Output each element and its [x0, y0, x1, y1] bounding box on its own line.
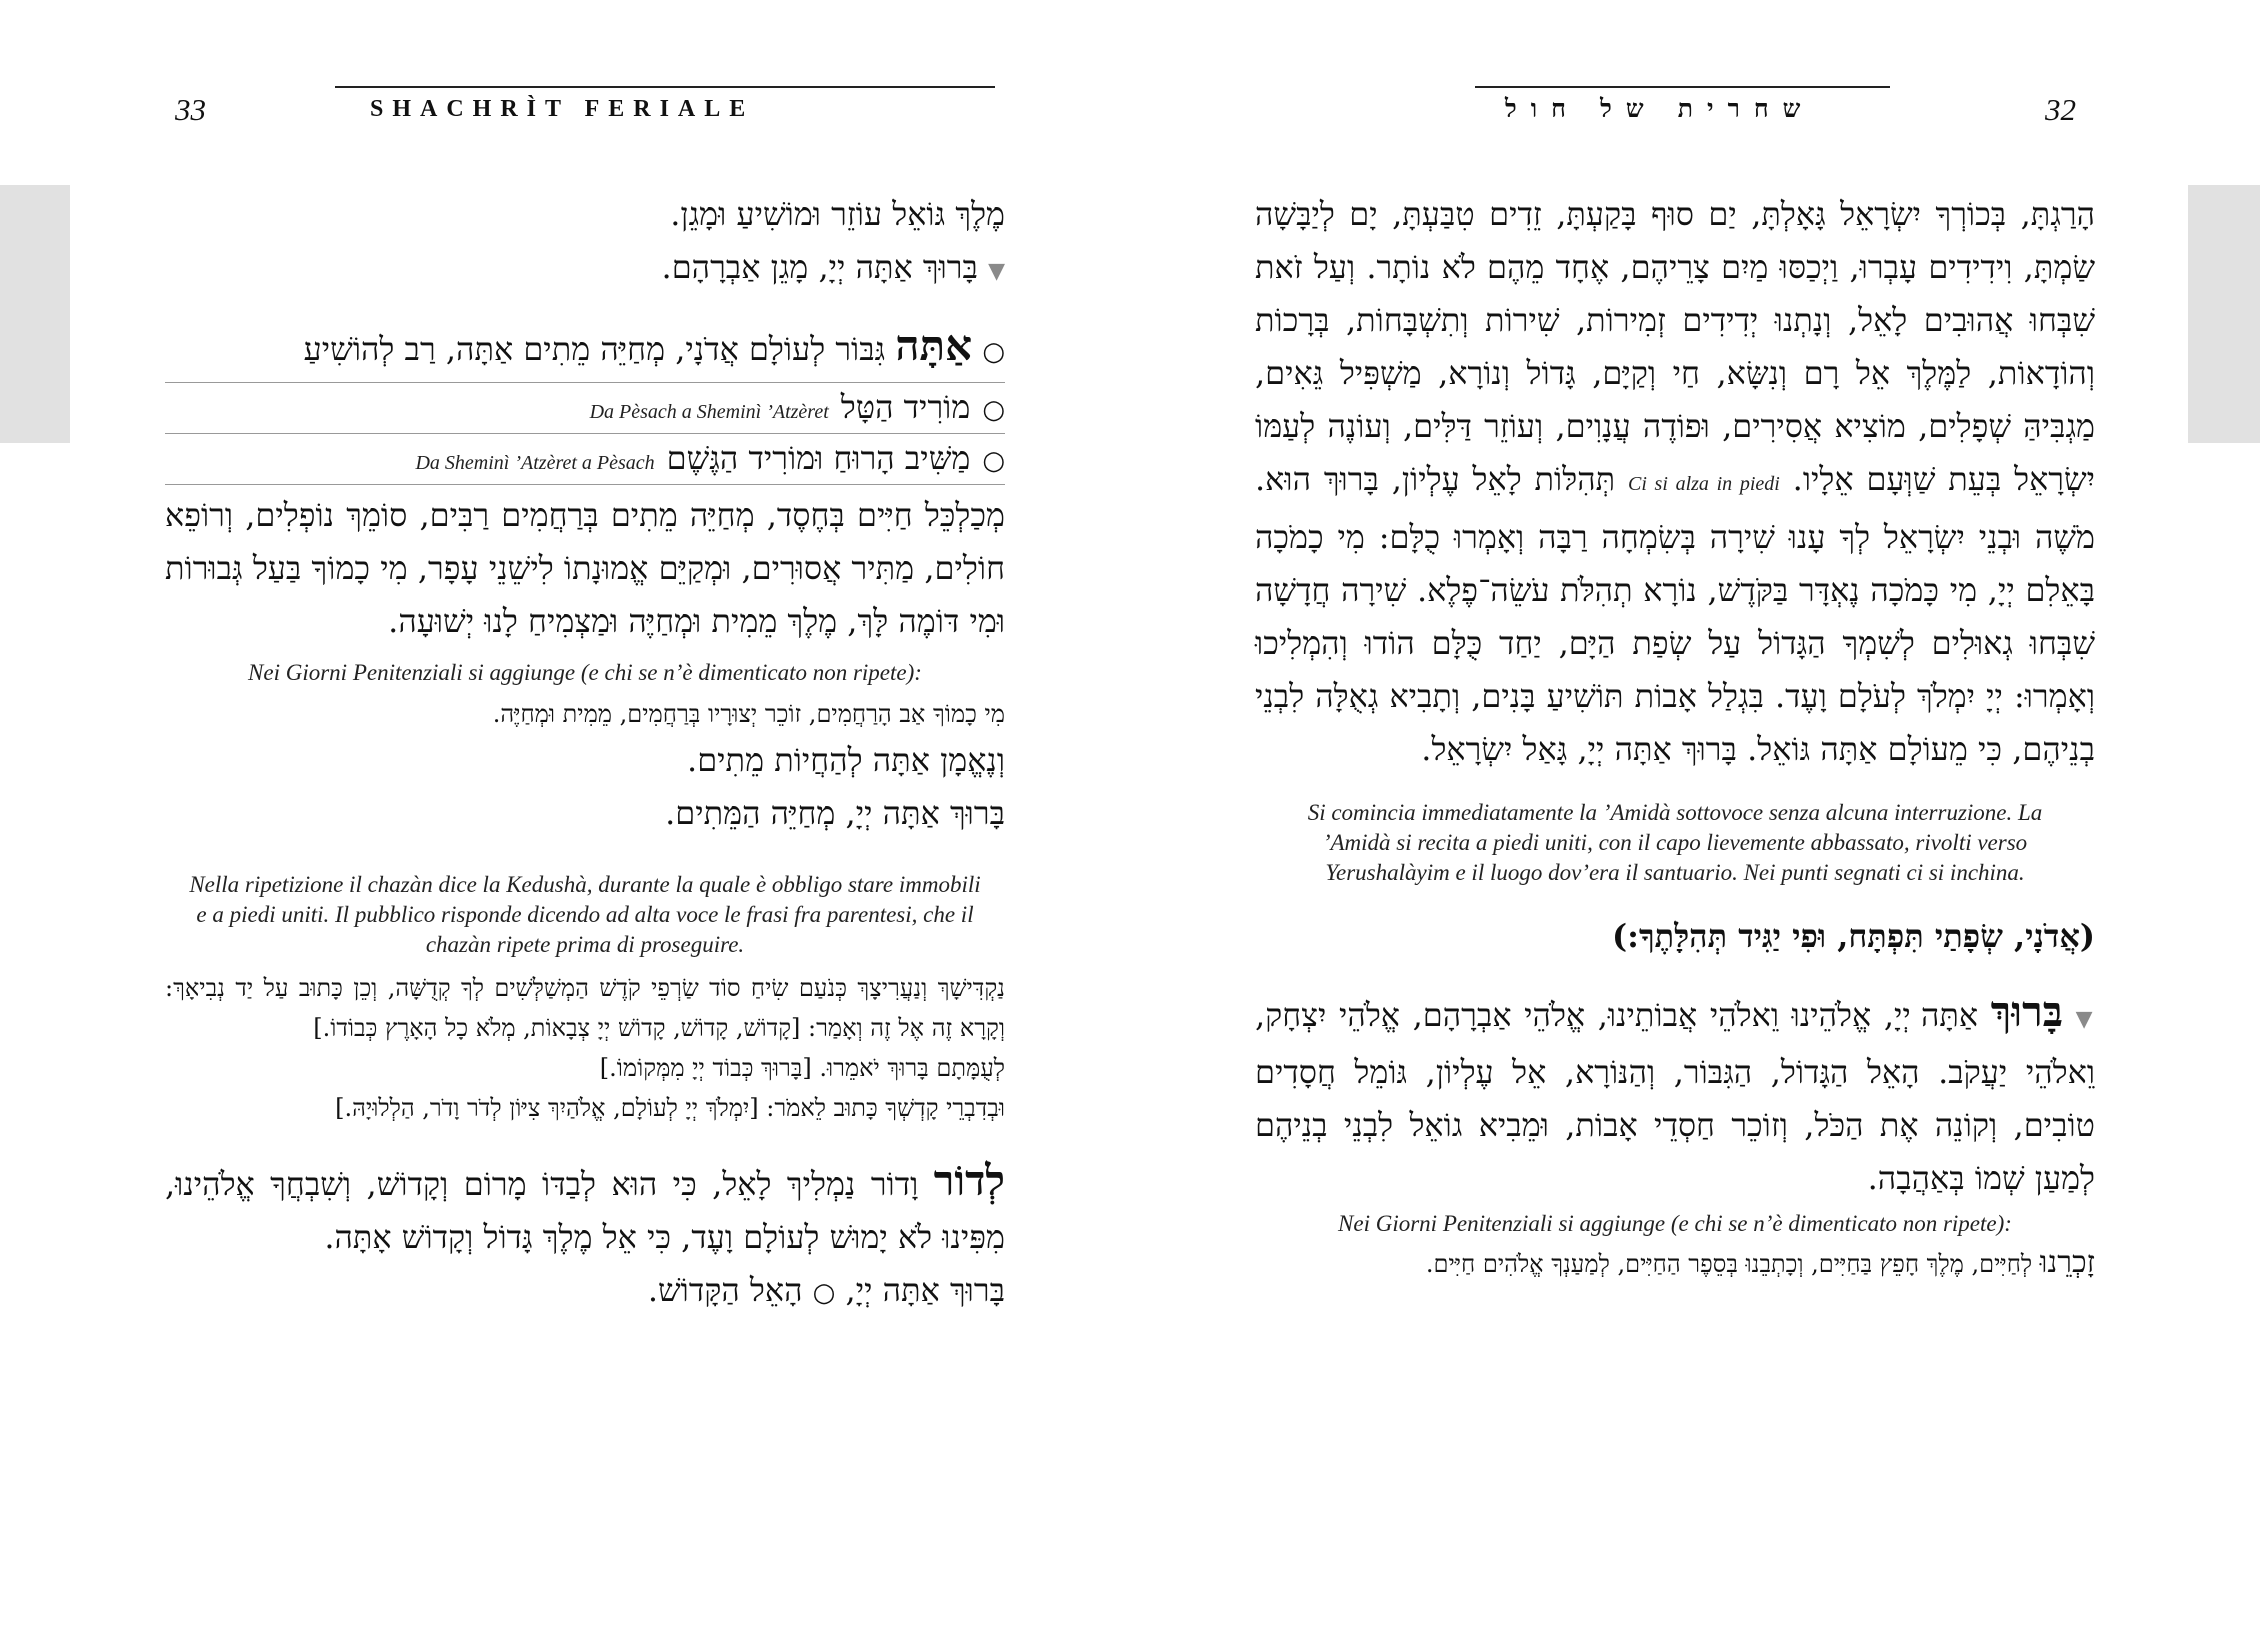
left-page — [165, 0, 1005, 1625]
initial-word: בָּרוּךְ — [1990, 987, 2063, 1036]
page-number: 33 — [175, 92, 206, 127]
circle-marker-icon: ○ — [982, 446, 1005, 476]
instruction-note: Nei Giorni Penitenziali si aggiunge (e chi se n’è dimenticato non ripete): — [248, 660, 922, 685]
hebrew-paragraph — [1255, 985, 2095, 1205]
left-edge-thumb-tab — [0, 185, 70, 443]
page-number: 32 — [2045, 92, 2076, 127]
header-rule — [1475, 86, 1890, 88]
hebrew-paragraph — [165, 1154, 1005, 1264]
hebrew-line: וּבְדִבְרֵי קָדְשְׁךָ כָּתוּב לֵאמֹר: [יִמְלֹךְ יְיָ לְעוֹלָם, אֱלֹהַיִךְ צִיּוֹן לְדֹר וָדֹר, הַלְלוּיָהּ.] — [335, 1094, 1005, 1122]
hebrew-line: לְעֻמָּתָם בָּרוּךְ יֹאמֵרוּ. [בָּרוּךְ כְּבוֹד יְיָ מִמְּקוֹמוֹ.] — [599, 1054, 1005, 1082]
circle-marker-icon: ○ — [812, 1278, 836, 1308]
blessing-text: בָּרוּךְ אַתָּה יְיָ, מָגֵן אַבְרָהָם. — [661, 248, 978, 286]
bow-marker-icon: ▼ — [2075, 1007, 2096, 1032]
option-row — [165, 434, 1005, 485]
initial-word: אַתָּה — [895, 321, 973, 370]
initial-word: לְדוֹר — [933, 1156, 1006, 1205]
blessing-text: הָאֵל הַקָּדוֹשׁ. — [647, 1271, 803, 1309]
hebrew-text: וָדוֹר נַמְלִיךְ לָאֵל, כִּי הוּא לְבַדּוֹ מָרוֹם וְקָדוֹשׁ, וְשִׁבְחֲךָ אֱלֹהֵינוּ, מִפִּינוּ לֹא יָמוּשׁ לְעוֹלָם וָעֶד, כִּי אֵל מֶלֶךְ גָּדוֹל וְקָדוֹשׁ אָתָּה. — [165, 1165, 1005, 1256]
hebrew-line — [165, 1264, 1005, 1320]
hebrew-line: מִי כָמוֹךָ אַב הָרַחֲמִים, זוֹכֵר יְצוּרָיו בְּרַחֲמִים, מֵמִית וּמְחַיֶּה. — [492, 700, 1005, 728]
left-column — [165, 188, 1005, 1320]
hebrew-line: (אֲדֹנָי, שְׂפָתַי תִּפְתָּח, וּפִי יַגִּיד תְּהִלָּתֶךָ:) — [1612, 917, 2095, 955]
hebrew-text: תְּהִלּוֹת לָאֵל עֶלְיוֹן, בָּרוּךְ הוּא. מֹשֶׁה וּבְנֵי יִשְׂרָאֵל לְךָ עָנוּ שִׁירָה בְּשִׂמְחָה רַבָּה וְאָמְרוּ כֻלָּם: מִי כָמֹכָה בָּאֵלִם יְיָ, מִי כָּמֹכָה נֶאְדָּר בַּקֹּדֶשׁ, נוֹרָא תְהִלֹּת עֹשֵׂה־פֶלֶא. שִׁירָה חֲדָשָׁה שִׁבְּחוּ גְאוּלִים לְשִׁמְךָ הַגָּדוֹל עַל שְׂפַת הַיָּם, יַחַד כֻּלָּם הוֹדוּ וְהִמְלִיכוּ וְאָמְרוּ: יְיָ יִמְלֹךְ לְעֹלָם וָעֶד. בִּגְלַל אָבוֹת תּוֹשִׁיעַ בָּנִים, וְתָבִיא גְאֻלָּה לִבְנֵי בְנֵיהֶם, כִּי מֵעוֹלָם אַתָּה גּוֹאֵל. בָּרוּךְ אַתָּה יְיָ, גָּאַל יִשְׂרָאֵל. — [1255, 460, 2096, 768]
hebrew-text: לְחַיִּים, מֶלֶךְ חָפֵץ בַּחַיִּים, וְכָתְבֵנוּ בְּסֵפֶר הַחַיִּים, לְמַעַנְךָ אֱלֹהִים חַיִּים. — [1425, 1250, 2033, 1278]
running-head: SHACHRÌT FERIALE — [370, 96, 755, 122]
hebrew-text: אַתָּה יְיָ, אֱלֹהֵינוּ וֵאלֹהֵי אֲבוֹתֵינוּ, אֱלֹהֵי אַבְרָהָם, אֱלֹהֵי יִצְחָק, וֵאלֹהֵי יַעֲקֹב. הָאֵל הַגָּדוֹל, הַגִּבּוֹר, וְהַנּוֹרָא, אֵל עֶלְיוֹן, גּוֹמֵל חֲסָדִים טוֹבִים, וְקוֹנֵה אֶת הַכֹּל, וְזוֹכֵר חַסְדֵי אָבוֹת, וּמֵבִיא גוֹאֵל לִבְנֵי בְנֵיהֶם לְמַעַן שְׁמוֹ בְּאַהֲבָה. — [1255, 996, 2095, 1197]
hebrew-paragraph: נַקְדִּישָׁךְ וְנַעֲרִיצָךְ כְּנֹעַם שִׂיחַ סוֹד שַׂרְפֵי קֹדֶשׁ הַמְשַׁלְּשִׁים לְךָ קְדֻשָּׁה, וְכֵן כָּתוּב עַל יַד נְבִיאָךְ: וְקָרָא זֶה אֶל זֶה וְאָמַר: [קָדוֹשׁ, קָדוֹשׁ, קָדוֹשׁ יְיָ צְבָאוֹת, מְלֹא כָל הָאָרֶץ כְּבוֹדוֹ.] — [165, 974, 1005, 1042]
stand-instruction: Ci si alza in piedi — [1627, 473, 1780, 495]
hebrew-line: וְנֶאֱמָן אַתָּה לְהַחֲיוֹת מֵתִים. — [687, 741, 1005, 779]
header-rule — [335, 86, 995, 88]
instruction-note: Si comincia immediatamente la ’Amidà sottovoce senza alcuna interruzione. La ’Amidà si recita a piedi uniti, con il capo lievemente abbassato, rivolti verso Yerushalàyim e il luogo dov’era il santuario. Nei punti segnati ci si inchina. — [1307, 800, 2043, 885]
instruction-note: Nella ripetizione il chazàn dice la Kedushà, durante la quale è obbligo stare immobili e a piedi uniti. Il pubblico risponde dicendo ad alta voce le frasi fra parentesi, che il chazàn ripete prima di proseguire. — [189, 872, 981, 957]
hebrew-line: מֶלֶךְ גּוֹאֵל עוֹזֵר וּמוֹשִׁיעַ וּמָגֵן. — [670, 195, 1005, 233]
hebrew-line — [165, 316, 1005, 382]
right-column — [1255, 188, 2095, 1284]
right-edge-thumb-tab — [2188, 185, 2260, 443]
instruction-note: Nei Giorni Penitenziali si aggiunge (e chi se n’è dimenticato non ripete): — [1338, 1211, 2012, 1236]
hebrew-line — [165, 241, 1005, 298]
circle-marker-icon: ○ — [982, 395, 1005, 425]
initial-word: זָכְרֵנוּ — [2039, 1245, 2095, 1280]
hebrew-paragraph — [1255, 188, 2095, 776]
season-note: Da Pèsach a Sheminì ’Atzèret — [589, 401, 829, 423]
hebrew-paragraph: מְכַלְכֵּל חַיִּים בְּחֶסֶד, מְחַיֵּה מֵתִים בְּרַחֲמִים רַבִּים, סוֹמֵךְ נוֹפְלִים, וְרוֹפֵא חוֹלִים, מַתִּיר אֲסוּרִים, וּמְקַיֵּם אֱמוּנָתוֹ לִישֵׁנֵי עָפָר, מִי כָמוֹךָ בַּעַל גְּבוּרוֹת וּמִי דּוֹמֶה לָּךְ, מֶלֶךְ מֵמִית וּמְחַיֶּה וּמַצְמִיחַ לָנוּ יְשׁוּעָה. — [165, 496, 1005, 640]
circle-marker-icon: ○ — [982, 337, 1005, 367]
hebrew-text: הָרַגְתָּ, בְּכוֹרְךָ יִשְׂרָאֵל גָּאָלְתָּ, יַם סוּף בָּקַעְתָּ, זֵדִים טִבַּעְתָּ, יָם לְיַבָּשָׁה שַׂמְתָּ, וִידִידִים עָבְרוּ, וַיְכַסּוּ מַיִם צָרֵיהֶם, אֶחָד מֵהֶם לֹא נוֹתָר. וְעַל זֹאת שִׁבְּחוּ אֲהוּבִים לָאֵל, וְנָתְנוּ יְדִידִים זְמִירוֹת, שִׁירוֹת וְתִשְׁבָּחוֹת, בְּרָכוֹת וְהוֹדָאוֹת, לַמֶּלֶךְ אֵל רָם וְנִשָּׂא, חַי וְקַיָּם, גָּדוֹל וְנוֹרָא, מַשְׁפִּיל גֵּאִים, מַגְבִּיהַּ שְׁפָלִים, מוֹצִיא אֲסִירִים, וּפוֹדֶה עֲנָוִים, וְעוֹזֵר דַּלִּים, וְעוֹנֶה לְעַמּוֹ יִשְׂרָאֵל בְּעֵת שַׁוְּעָם אֵלָיו. — [1255, 195, 2096, 498]
hebrew-line: בָּרוּךְ אַתָּה יְיָ, מְחַיֵּה הַמֵּתִים. — [665, 794, 1005, 832]
option-row — [165, 382, 1005, 434]
running-head: שחרית של חול — [1505, 96, 1815, 123]
right-page — [1255, 0, 2095, 1625]
bow-marker-icon: ▼ — [988, 259, 1005, 284]
hebrew-line — [1255, 1243, 2095, 1284]
season-note: Da Sheminì ’Atzèret a Pèsach — [415, 452, 655, 474]
hebrew-text: מַשִּׁיב הָרוּחַ וּמוֹרִיד הַגֶּשֶׁם — [666, 439, 971, 477]
blessing-text: בָּרוּךְ אַתָּה יְיָ, — [845, 1271, 1005, 1309]
hebrew-text: גִּבּוֹר לְעוֹלָם אֲדֹנָי, מְחַיֵּה מֵתִים אַתָּה, רַב לְהוֹשִׁיעַ — [303, 330, 886, 368]
hebrew-text: מוֹרִיד הַטָּל — [840, 388, 971, 426]
